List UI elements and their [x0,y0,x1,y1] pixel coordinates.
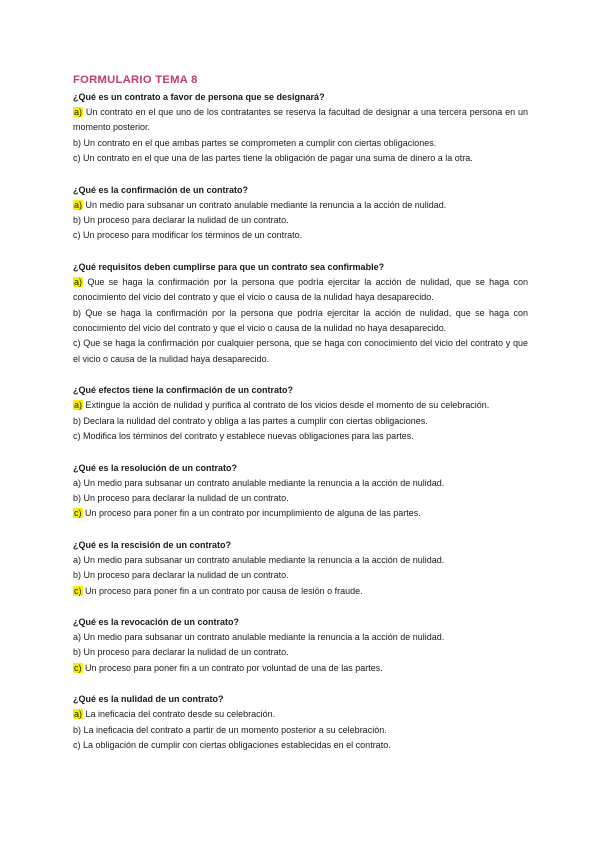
answer-letter-highlighted: a) [74,276,83,287]
answer-text: Un contrato en el que ambas partes se comprometen a cumplir con ciertas obligaciones. [83,137,437,148]
answer-letter: b) [73,137,82,148]
answer-option [73,151,528,166]
answer-option [73,105,528,136]
answer-letter: b) [73,307,82,318]
answer-text: Un contrato en el que uno de los contratantes se reserva la facultad de designar a una tercera persona en un momento posterior. [73,107,528,133]
answer-text: Un medio para subsanar un contrato anulable mediante la renuncia a la acción de nulidad. [83,631,445,642]
answer-letter-highlighted: c) [74,662,82,673]
answer-option [73,228,528,243]
answer-text: Un medio para subsanar un contrato anulable mediante la renuncia a la acción de nulidad. [83,477,445,488]
answer-option [73,584,528,599]
answer-letter: a) [73,554,82,565]
page-title: FORMULARIO TEMA 8 [73,74,198,86]
answer-letter: a) [73,477,82,488]
question-block [73,615,528,676]
answer-option [73,630,528,645]
answer-letter-highlighted: a) [74,199,83,210]
answer-text: Un proceso para declarar la nulidad de un contrato. [83,570,289,581]
answer-option [73,275,528,306]
answer-text: Un proceso para declarar la nulidad de un contrato. [83,492,289,503]
answer-text: La ineficacia del contrato desde su celebración. [85,709,276,720]
answer-letter: b) [73,724,82,735]
answer-option [73,429,528,444]
answer-letter: c) [73,338,81,349]
answer-text: Un medio para subsanar un contrato anulable mediante la renuncia a la acción de nulidad. [83,554,445,565]
question-block [73,692,528,753]
answer-text: La ineficacia del contrato a partir de un momento posterior a su celebración. [83,724,387,735]
question-list [73,90,528,753]
answer-option [73,198,528,213]
question-text: ¿Qué es la resolución de un contrato? [73,462,238,473]
answer-text: Un proceso para poner fin a un contrato por incumplimiento de alguna de las partes. [85,508,421,519]
answer-option [73,336,528,367]
question-block [73,538,528,599]
answer-option [73,723,528,738]
question-block [73,183,528,244]
question-text: ¿Qué es la rescisión de un contrato? [73,539,232,550]
answer-letter: b) [73,492,82,503]
answer-letter: b) [73,647,82,658]
answer-option [73,213,528,228]
question-block [73,461,528,522]
question-text: ¿Qué es un contrato a favor de persona que se designará? [73,92,325,102]
answer-option [73,136,528,151]
answer-text: Modifica los términos del contrato y establece nuevas obligaciones para las partes. [83,431,414,442]
answer-letter: c) [73,431,81,442]
answer-letter: b) [73,570,82,581]
question-text: ¿Qué efectos tiene la confirmación de un contrato? [73,385,294,396]
answer-letter-highlighted: c) [74,508,82,519]
answer-letter: b) [73,415,82,426]
answer-text: Que se haga la confirmación por la persona que podría ejercitar la acción de nulidad, que se haga con conocimiento del vicio del contrato y que el vicio o causa de la nulidad no haya desaparecido. [73,307,528,334]
question-block [73,383,528,444]
answer-option [73,707,528,722]
answer-text: Un medio para subsanar un contrato anulable mediante la renuncia a la acción de nulidad. [85,199,447,210]
answer-letter: b) [73,215,82,226]
answer-text: Un proceso para declarar la nulidad de un contrato. [83,647,289,658]
question-text: ¿Qué es la confirmación de un contrato? [73,184,249,195]
answer-option [73,661,528,676]
answer-letter-highlighted: a) [74,709,83,720]
answer-text: Un proceso para modificar los términos de un contrato. [83,230,303,241]
answer-option [73,476,528,491]
answer-option [73,506,528,521]
answer-text: Declara la nulidad del contrato y obliga a las partes a cumplir con ciertas obligaciones. [83,415,428,426]
answer-text: Un proceso para declarar la nulidad de un contrato. [83,215,289,226]
answer-text: Un proceso para poner fin a un contrato por voluntad de una de las partes. [85,662,383,673]
answer-letter-highlighted: a) [74,400,83,411]
answer-option [73,645,528,660]
answer-option [73,306,528,337]
answer-letter-highlighted: c) [74,585,82,596]
answer-letter: a) [73,631,82,642]
answer-option [73,414,528,429]
answer-text: Un proceso para poner fin a un contrato por causa de lesión o fraude. [85,585,363,596]
answer-letter: c) [73,739,81,750]
answer-option [73,491,528,506]
answer-text: La obligación de cumplir con ciertas obligaciones establecidas en el contrato. [83,739,391,750]
answer-option [73,738,528,753]
question-text: ¿Qué requisitos deben cumplirse para que un contrato sea confirmable? [73,261,385,272]
answer-text: Que se haga la confirmación por la persona que podría ejercitar la acción de nulidad, que se haga con conocimiento del vicio del contrato y que el vicio o causa de la nulidad haya desaparecido. [73,276,528,303]
answer-text: Extingue la acción de nulidad y purifica al contrato de los vicios desde el momento de su celebración. [85,400,490,411]
question-text: ¿Qué es la revocación de un contrato? [73,616,240,627]
question-block [73,90,528,167]
answer-option [73,568,528,583]
answer-text: Que se haga la confirmación por cualquier persona, que se haga con conocimiento del vicio del contrato y que el vicio o causa de la nulidad haya desaparecido. [73,338,528,364]
answer-option [73,553,528,568]
answer-letter: c) [73,230,81,241]
answer-text: Un contrato en el que una de las partes tiene la obligación de pagar una suma de dinero a la otra. [83,153,473,164]
question-block [73,260,528,367]
question-text: ¿Qué es la nulidad de un contrato? [73,694,224,705]
answer-letter: c) [73,153,81,164]
answer-letter-highlighted: a) [74,107,83,117]
answer-option [73,398,528,413]
